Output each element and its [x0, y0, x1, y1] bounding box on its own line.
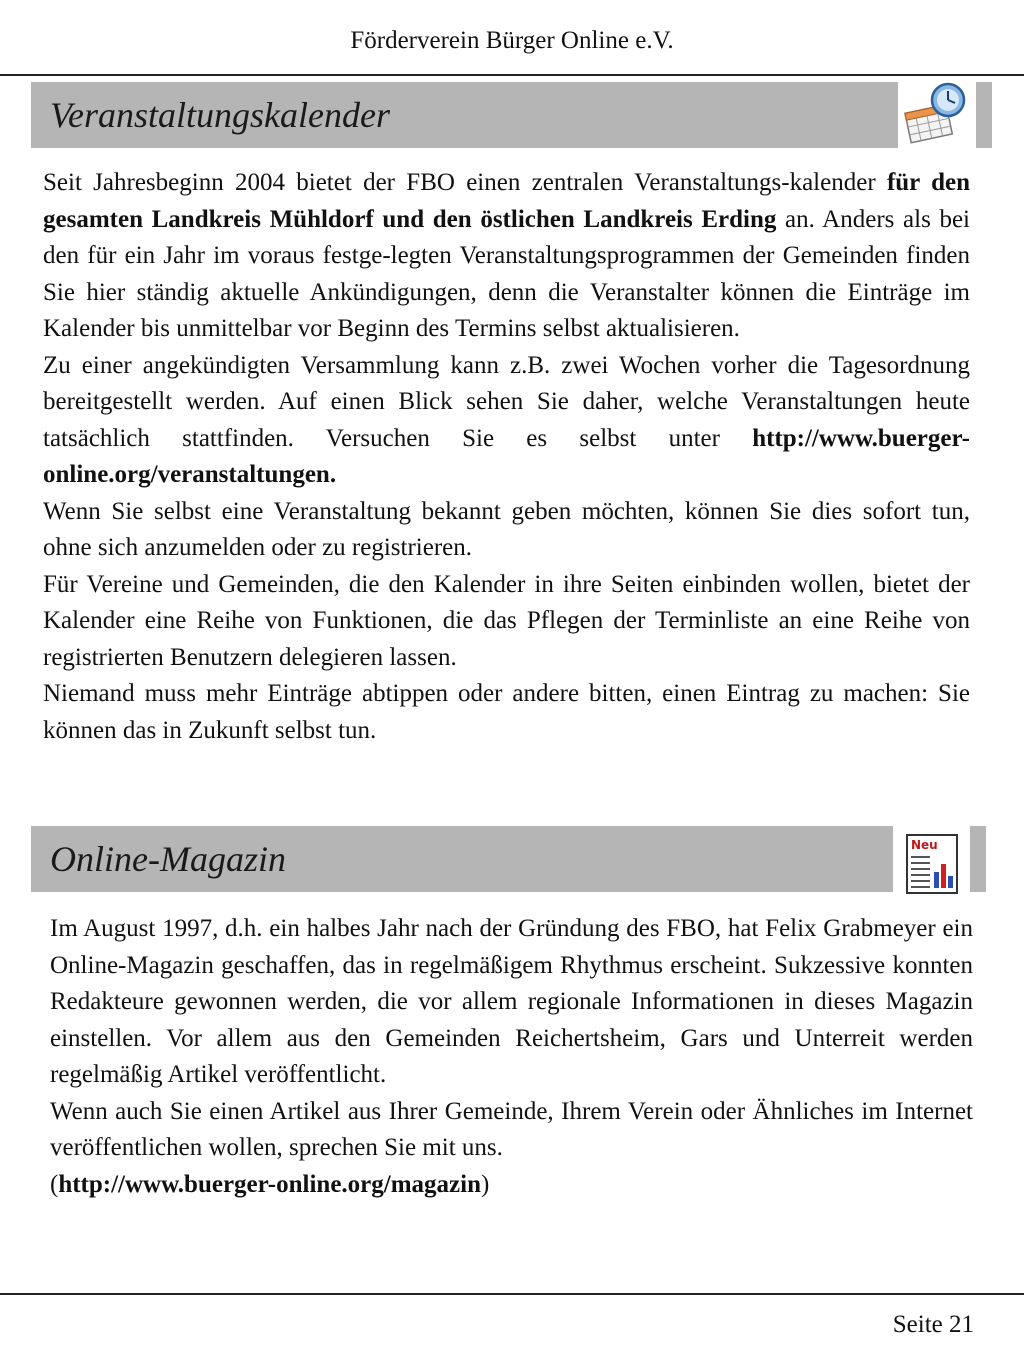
- magazine-link[interactable]: http://www.buerger-online.org/magazin: [58, 1170, 481, 1198]
- calendar-link[interactable]: http://www.buerger-online.org/veranstaltungen.: [43, 424, 970, 488]
- section-band-end-magazine: [970, 826, 986, 892]
- region-emphasis: für den gesamten Landkreis Mühldorf und den östlichen Landkreis Erding: [43, 169, 971, 233]
- calendar-paragraph-2: Zu einer angekündigten Versammlung kann z.B. zwei Wochen vorher die Tagesordnung bereitgestellt werden. Auf einen Blick sehen Sie daher, welche Veranstaltungen heute tatsächlich stattfinden. Versuchen Sie es selbst unter http://www.buerger-online.org/veranstaltungen.: [43, 351, 970, 488]
- calendar-paragraph-4: Für Vereine und Gemeinden, die den Kalender in ihre Seiten einbinden wollen, bietet der Kalender eine Reihe von Funktionen, die das Pflegen der Terminliste an eine Reihe von registrierten Benutzern delegieren lassen.: [43, 570, 970, 671]
- newspaper-icon: [902, 832, 962, 896]
- magazine-paragraph-3: (http://www.buerger-online.org/magazin): [50, 1170, 490, 1198]
- magazine-paragraph-1: Im August 1997, d.h. ein halbes Jahr nach der Gründung des FBO, hat Felix Grabmeyer ein Online-Magazin geschaffen, das in regelmäßigem Rhythmus erscheint. Sukzessive konnten Redakteure gewonnen werden, die vor allem regionale Informationen in dieses Magazin einstellen. Vor allem aus den Gemeinden Reichertsheim, Gars und Unterreit werden regelmäßig Artikel veröffentlicht.: [50, 915, 973, 1088]
- section-band-end-calendar: [976, 82, 992, 148]
- footer-rule: [0, 1293, 1024, 1295]
- magazine-paragraph-2: Wenn auch Sie einen Artikel aus Ihrer Gemeinde, Ihrem Verein oder Ähnliches im Internet veröffentlichen wollen, sprechen Sie mit uns.: [50, 1097, 973, 1161]
- calendar-paragraph-3: Wenn Sie selbst eine Veranstaltung bekannt geben möchten, können Sie dies sofort tun, ohne sich anzumelden oder zu registrieren.: [43, 497, 970, 561]
- page-number: Seite 21: [892, 1311, 974, 1338]
- newspaper-icon-label: Neu: [911, 838, 938, 852]
- section-title-magazine: Online-Magazin: [50, 839, 286, 879]
- page-header: Förderverein Bürger Online e.V.: [350, 27, 674, 54]
- section-title-calendar: Veranstaltungskalender: [50, 95, 390, 135]
- calendar-paragraph-5: Niemand muss mehr Einträge abtippen oder andere bitten, einen Eintrag zu machen: Sie können das in Zukunft selbst tun.: [43, 680, 970, 744]
- calendar-paragraph-1: Seit Jahresbeginn 2004 bietet der FBO einen zentralen Veranstaltungs-kalender für den gesamten Landkreis Mühldorf und den östlichen Landkreis Erding an. Anders als bei den für ein Jahr im voraus festge-legten Veranstaltungsprogrammen der Gemeinden finden Sie hier ständig aktuelle Ankündigungen, denn die Veranstalter können die Einträge im Kalender bis unmittelbar vor Beginn des Termins selbst aktualisieren.: [43, 169, 971, 342]
- header-rule: [0, 74, 1024, 76]
- magazine-section-body: [50, 911, 973, 1203]
- calendar-section-body: [43, 165, 970, 749]
- calendar-clock-icon: [902, 80, 972, 150]
